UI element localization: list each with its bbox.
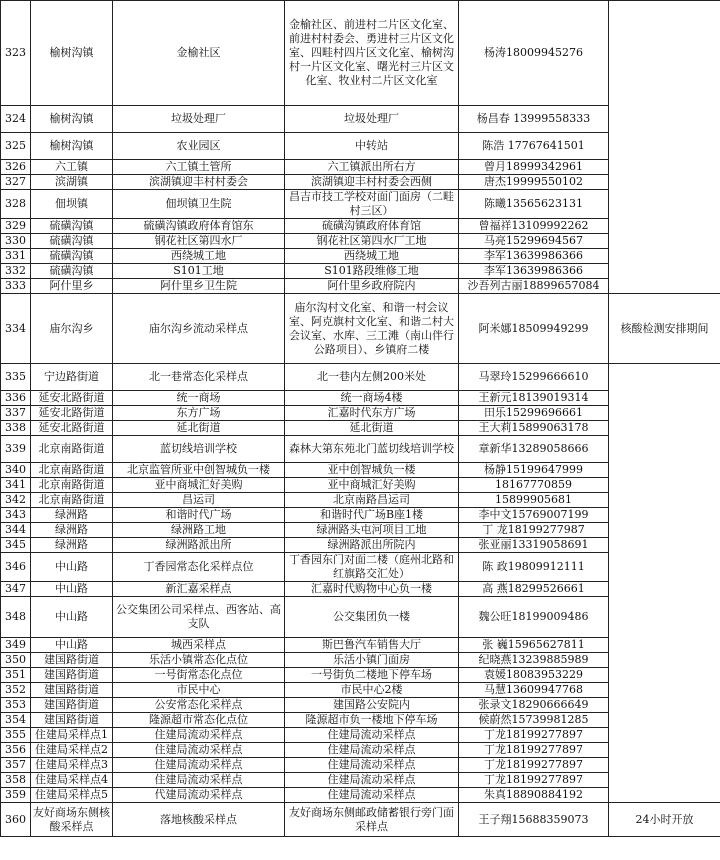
- address-cell: 延北街道: [285, 421, 459, 436]
- note-cell: [609, 364, 720, 803]
- site-cell: 亚中商城汇好美购: [113, 478, 285, 493]
- site-cell: 昌运司: [113, 493, 285, 508]
- contact-cell: 陈浩 17767641501: [459, 133, 609, 160]
- num-cell: 343: [1, 508, 31, 523]
- site-cell: 庙尔沟乡流动采样点: [113, 294, 285, 364]
- town-cell: 延安北路街道: [31, 406, 113, 421]
- site-cell: 新汇嘉采样点: [113, 582, 285, 597]
- address-cell: 建国路公安院内: [285, 698, 459, 713]
- contact-cell: 袁媛18083953229: [459, 668, 609, 683]
- contact-cell: 章新华13289058666: [459, 436, 609, 463]
- contact-cell: 李军13639986366: [459, 264, 609, 279]
- num-cell: 329: [1, 219, 31, 234]
- num-cell: 325: [1, 133, 31, 160]
- table-row: [1, 803, 720, 837]
- contact-cell: 15899905681: [459, 493, 609, 508]
- num-cell: 344: [1, 523, 31, 538]
- address-cell: 北一巷内左侧200米处: [285, 364, 459, 391]
- site-cell: 硫磺沟镇政府体育馆东: [113, 219, 285, 234]
- town-cell: 住建局采样点2: [31, 743, 113, 758]
- num-cell: 324: [1, 106, 31, 133]
- town-cell: 榆树沟镇: [31, 1, 113, 106]
- contact-cell: 陈 政19809912111: [459, 553, 609, 582]
- contact-cell: 候蔚然15739981285: [459, 713, 609, 728]
- num-cell: 333: [1, 279, 31, 294]
- town-cell: 住建局采样点4: [31, 773, 113, 788]
- address-cell: 庙尔沟村文化室、和谐一村会议室、阿克旗村文化室、和谐二村大会议室、水库、三工滩（南山伴行公路项目）、乡镇府二楼: [285, 294, 459, 364]
- contact-cell: 丁龙18199277897: [459, 773, 609, 788]
- address-cell: 市民中心2楼: [285, 683, 459, 698]
- num-cell: 354: [1, 713, 31, 728]
- num-cell: 360: [1, 803, 31, 837]
- address-cell: 阿什里乡政府院内: [285, 279, 459, 294]
- num-cell: 353: [1, 698, 31, 713]
- site-cell: 公安常态化采样点: [113, 698, 285, 713]
- address-cell: 六工镇派出所右方: [285, 160, 459, 175]
- site-cell: 六工镇土管所: [113, 160, 285, 175]
- town-cell: 建国路街道: [31, 668, 113, 683]
- site-cell: 代建局流动采样点: [113, 788, 285, 803]
- town-cell: 佃坝镇: [31, 190, 113, 219]
- town-cell: 阿什里乡: [31, 279, 113, 294]
- town-cell: 硫磺沟镇: [31, 264, 113, 279]
- contact-cell: 18167770859: [459, 478, 609, 493]
- contact-cell: 杨涛18009945276: [459, 1, 609, 106]
- town-cell: 延安北路街道: [31, 391, 113, 406]
- address-cell: 统一商场4楼: [285, 391, 459, 406]
- contact-cell: 纪晓燕13239885989: [459, 653, 609, 668]
- num-cell: 338: [1, 421, 31, 436]
- address-cell: 金榆社区、前进村二片区文化室、前进村村委会、勇进村三片区文化室、四畦村四片区文化室、榆树沟村一片区文化室、曙光村三片区文化室、牧业村二片区文化室: [285, 1, 459, 106]
- site-cell: 和谐时代广场: [113, 508, 285, 523]
- site-cell: 市民中心: [113, 683, 285, 698]
- num-cell: 358: [1, 773, 31, 788]
- contact-cell: 马慧13609947768: [459, 683, 609, 698]
- town-cell: 中山路: [31, 597, 113, 638]
- address-cell: 住建局流动采样点: [285, 788, 459, 803]
- num-cell: 335: [1, 364, 31, 391]
- contact-cell: 唐杰19999550102: [459, 175, 609, 190]
- town-cell: 北京南路街道: [31, 463, 113, 478]
- num-cell: 345: [1, 538, 31, 553]
- address-cell: 昌吉市技工学校对面门面房（二畦村三区）: [285, 190, 459, 219]
- contact-cell: 王新元18139019314: [459, 391, 609, 406]
- contact-cell: 陈曦13565623131: [459, 190, 609, 219]
- contact-cell: 李中文15769007199: [459, 508, 609, 523]
- table-row: [1, 1, 720, 106]
- contact-cell: 沙吾列古丽18899657084: [459, 279, 609, 294]
- num-cell: 352: [1, 683, 31, 698]
- town-cell: 庙尔沟乡: [31, 294, 113, 364]
- contact-cell: 魏公旺18199009486: [459, 597, 609, 638]
- town-cell: 中山路: [31, 582, 113, 597]
- num-cell: 357: [1, 758, 31, 773]
- town-cell: 北京南路街道: [31, 436, 113, 463]
- address-cell: 隆源超市负一楼地下停车场: [285, 713, 459, 728]
- contact-cell: 王大莉15899063178: [459, 421, 609, 436]
- contact-cell: 阿米娜18509949299: [459, 294, 609, 364]
- address-cell: 垃圾处理厂: [285, 106, 459, 133]
- num-cell: 334: [1, 294, 31, 364]
- num-cell: 356: [1, 743, 31, 758]
- town-cell: 北京南路街道: [31, 493, 113, 508]
- town-cell: 硫磺沟镇: [31, 249, 113, 264]
- town-cell: 硫磺沟镇: [31, 219, 113, 234]
- num-cell: 330: [1, 234, 31, 249]
- contact-cell: 杨静15199647999: [459, 463, 609, 478]
- address-cell: 北京南路昌运司: [285, 493, 459, 508]
- address-cell: 友好商场东侧邮政储蓄银行旁门面采样点: [285, 803, 459, 837]
- town-cell: 延安北路街道: [31, 421, 113, 436]
- address-cell: 钢花社区第四水厂工地: [285, 234, 459, 249]
- address-cell: 西绕城工地: [285, 249, 459, 264]
- site-cell: 北一巷常态化采样点: [113, 364, 285, 391]
- num-cell: 323: [1, 1, 31, 106]
- town-cell: 绿洲路: [31, 508, 113, 523]
- town-cell: 建国路街道: [31, 698, 113, 713]
- town-cell: 住建局采样点5: [31, 788, 113, 803]
- site-cell: 金榆社区: [113, 1, 285, 106]
- address-cell: 和谐时代广场B座1楼: [285, 508, 459, 523]
- note-cell: 核酸检测安排期间: [609, 294, 720, 364]
- address-cell: 汇嘉时代购物中心负一楼: [285, 582, 459, 597]
- address-cell: 亚中创智城负一楼: [285, 463, 459, 478]
- site-cell: 延北街道: [113, 421, 285, 436]
- town-cell: 住建局采样点3: [31, 758, 113, 773]
- num-cell: 359: [1, 788, 31, 803]
- note-cell: 24小时开放: [609, 803, 720, 837]
- town-cell: 绿洲路: [31, 523, 113, 538]
- town-cell: 硫磺沟镇: [31, 234, 113, 249]
- town-cell: 中山路: [31, 638, 113, 653]
- contact-cell: 马翠玲15299666610: [459, 364, 609, 391]
- address-cell: 住建局流动采样点: [285, 743, 459, 758]
- address-cell: 公交集团负一楼: [285, 597, 459, 638]
- site-cell: 住建局流动采样点: [113, 728, 285, 743]
- num-cell: 340: [1, 463, 31, 478]
- table-row: [1, 364, 720, 391]
- note-cell: [609, 1, 720, 294]
- address-cell: 丁香园东门对面二楼（庭州北路和红旗路交汇处）: [285, 553, 459, 582]
- num-cell: 341: [1, 478, 31, 493]
- site-cell: 阿什里乡卫生院: [113, 279, 285, 294]
- site-cell: 绿洲路工地: [113, 523, 285, 538]
- num-cell: 336: [1, 391, 31, 406]
- town-cell: 住建局采样点1: [31, 728, 113, 743]
- site-cell: 农业园区: [113, 133, 285, 160]
- num-cell: 339: [1, 436, 31, 463]
- num-cell: 332: [1, 264, 31, 279]
- site-cell: 垃圾处理厂: [113, 106, 285, 133]
- town-cell: 绿洲路: [31, 538, 113, 553]
- contact-cell: 田乐15299696661: [459, 406, 609, 421]
- site-cell: 钢花社区第四水厂: [113, 234, 285, 249]
- num-cell: 346: [1, 553, 31, 582]
- num-cell: 326: [1, 160, 31, 175]
- contact-cell: 朱真18890884192: [459, 788, 609, 803]
- address-cell: 住建局流动采样点: [285, 728, 459, 743]
- town-cell: 北京南路街道: [31, 478, 113, 493]
- site-cell: 住建局流动采样点: [113, 758, 285, 773]
- site-cell: 绿洲路派出所: [113, 538, 285, 553]
- site-cell: 一号街常态化点位: [113, 668, 285, 683]
- town-cell: 建国路街道: [31, 683, 113, 698]
- town-cell: 中山路: [31, 553, 113, 582]
- num-cell: 342: [1, 493, 31, 508]
- town-cell: 榆树沟镇: [31, 106, 113, 133]
- address-cell: 滨湖镇迎丰村村委会西侧: [285, 175, 459, 190]
- site-cell: 公交集团公司采样点、西客站、高支队: [113, 597, 285, 638]
- address-cell: 绿洲路派出所院内: [285, 538, 459, 553]
- site-cell: 蓝切线培训学校: [113, 436, 285, 463]
- contact-cell: 张录文18290666649: [459, 698, 609, 713]
- address-cell: 亚中商城汇好美购: [285, 478, 459, 493]
- town-cell: 六工镇: [31, 160, 113, 175]
- town-cell: 滨湖镇: [31, 175, 113, 190]
- num-cell: 347: [1, 582, 31, 597]
- contact-cell: 高 燕18299526661: [459, 582, 609, 597]
- site-cell: 乐活小镇常态化点位: [113, 653, 285, 668]
- site-cell: 住建局流动采样点: [113, 743, 285, 758]
- town-cell: 建国路街道: [31, 713, 113, 728]
- site-cell: 统一商场: [113, 391, 285, 406]
- contact-cell: 张 巍15965627811: [459, 638, 609, 653]
- contact-cell: 丁 龙18199277987: [459, 523, 609, 538]
- address-cell: 绿洲路头屯河项目工地: [285, 523, 459, 538]
- num-cell: 350: [1, 653, 31, 668]
- contact-cell: 李军13639986366: [459, 249, 609, 264]
- town-cell: 宁边路街道: [31, 364, 113, 391]
- address-cell: 住建局流动采样点: [285, 758, 459, 773]
- site-cell: 东方广场: [113, 406, 285, 421]
- num-cell: 331: [1, 249, 31, 264]
- address-cell: 一号街负二楼地下停车场: [285, 668, 459, 683]
- site-cell: 佃坝镇卫生院: [113, 190, 285, 219]
- address-cell: 中转站: [285, 133, 459, 160]
- num-cell: 351: [1, 668, 31, 683]
- contact-cell: 马亮15299694567: [459, 234, 609, 249]
- site-cell: 住建局流动采样点: [113, 773, 285, 788]
- site-cell: 城西采样点: [113, 638, 285, 653]
- town-cell: 友好商场东侧核酸采样点: [31, 803, 113, 837]
- contact-cell: 丁龙18199277897: [459, 758, 609, 773]
- address-cell: 乐活小镇门面房: [285, 653, 459, 668]
- town-cell: 榆树沟镇: [31, 133, 113, 160]
- site-cell: 丁香园常态化采样点位: [113, 553, 285, 582]
- address-cell: S101路段维修工地: [285, 264, 459, 279]
- site-cell: 西绕城工地: [113, 249, 285, 264]
- num-cell: 349: [1, 638, 31, 653]
- contact-cell: 曾福祥13109992262: [459, 219, 609, 234]
- num-cell: 355: [1, 728, 31, 743]
- address-cell: 森林大第东苑北门蓝切线培训学校: [285, 436, 459, 463]
- site-cell: S101工地: [113, 264, 285, 279]
- num-cell: 348: [1, 597, 31, 638]
- address-cell: 住建局流动采样点: [285, 773, 459, 788]
- contact-cell: 曾月18999342961: [459, 160, 609, 175]
- site-cell: 隆源超市常态化点位: [113, 713, 285, 728]
- address-cell: 斯巴鲁汽车销售大厅: [285, 638, 459, 653]
- contact-cell: 丁龙18199277897: [459, 743, 609, 758]
- num-cell: 337: [1, 406, 31, 421]
- contact-cell: 丁龙18199277897: [459, 728, 609, 743]
- site-cell: 滨湖镇迎丰村村委会: [113, 175, 285, 190]
- contact-cell: 张亚丽13319058691: [459, 538, 609, 553]
- contact-cell: 杨昌春 13999558333: [459, 106, 609, 133]
- address-cell: 硫磺沟镇政府体育馆: [285, 219, 459, 234]
- contact-cell: 王子翔15688359073: [459, 803, 609, 837]
- site-cell: 北京监管所亚中创智城负一楼: [113, 463, 285, 478]
- num-cell: 327: [1, 175, 31, 190]
- num-cell: 328: [1, 190, 31, 219]
- town-cell: 建国路街道: [31, 653, 113, 668]
- site-cell: 落地核酸采样点: [113, 803, 285, 837]
- table-row: [1, 294, 720, 364]
- address-cell: 汇嘉时代东方广场: [285, 406, 459, 421]
